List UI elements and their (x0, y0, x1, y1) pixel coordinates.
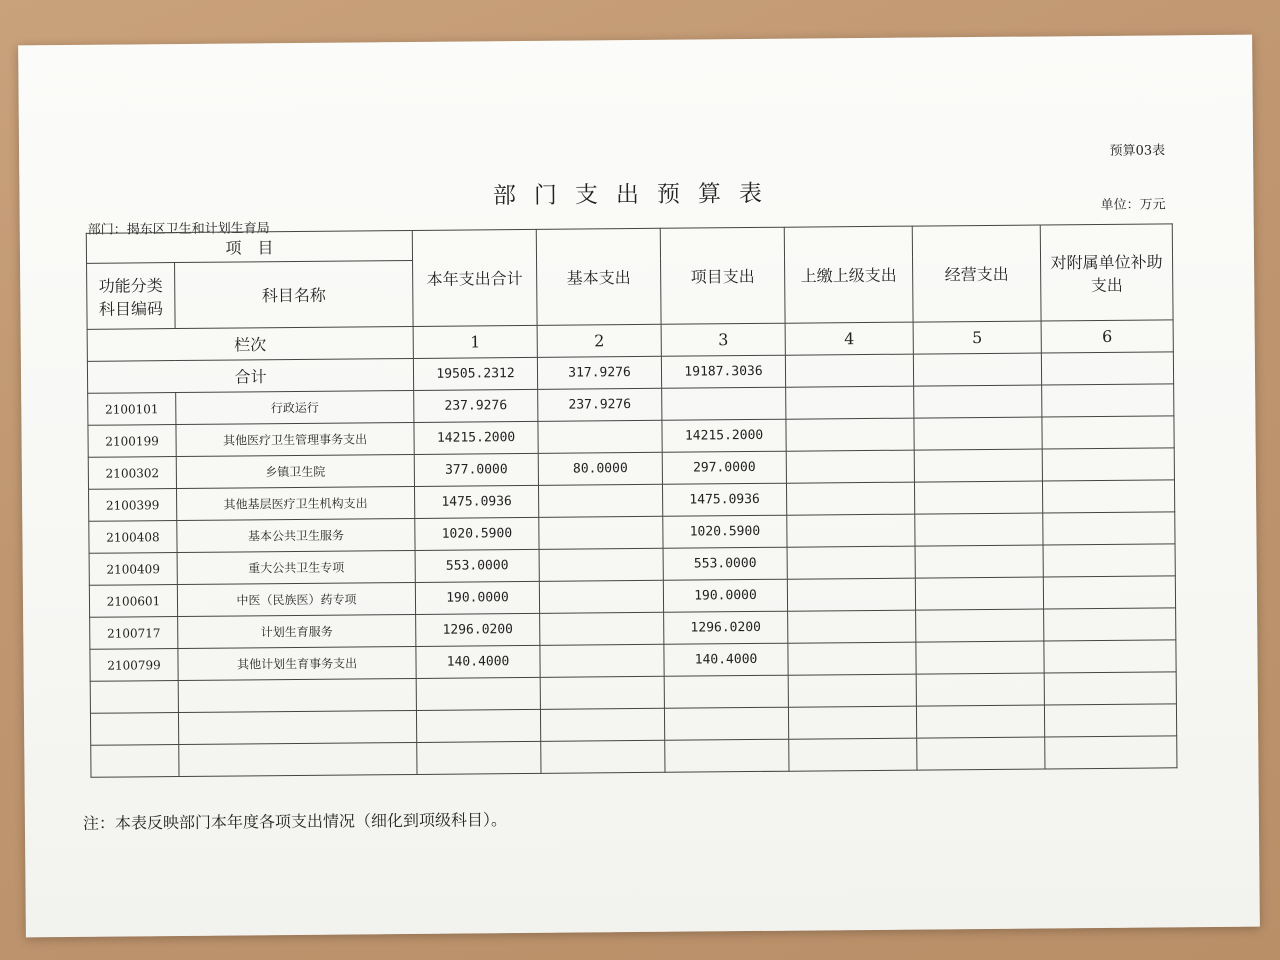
order-c5: 5 (913, 321, 1041, 354)
blank-cell (416, 709, 540, 742)
blank-cell (1044, 704, 1176, 737)
row-c3: 140.4000 (664, 643, 788, 676)
row-c3: 1475.0936 (663, 483, 787, 516)
row-c1: 237.9276 (414, 389, 538, 422)
row-code: 2100101 (88, 393, 176, 426)
row-c6 (1043, 512, 1175, 545)
row-code: 2100199 (88, 425, 176, 458)
header-col2: 基本支出 (536, 228, 661, 325)
blank-cell (917, 737, 1045, 770)
paper-sheet (18, 35, 1260, 938)
header-col3: 项目支出 (660, 227, 785, 324)
row-c6 (1042, 384, 1174, 417)
blank-cell (664, 675, 788, 708)
row-c4 (787, 578, 915, 611)
row-c2 (540, 644, 664, 677)
header-item: 项 目 (86, 230, 412, 263)
row-c6 (1043, 576, 1175, 609)
footnote: 注：本表反映部门本年度各项支出情况（细化到项级科目）。 (82, 810, 508, 833)
row-c6 (1043, 544, 1175, 577)
order-c1: 1 (413, 325, 537, 358)
row-c4 (788, 610, 916, 643)
header-subject-name: 科目名称 (175, 260, 414, 328)
blank-cell (540, 708, 664, 741)
row-c5 (915, 513, 1043, 546)
row-code: 2100409 (89, 553, 177, 586)
row-c2 (539, 580, 663, 613)
blank-cell (916, 673, 1044, 706)
row-subject-name: 其他医疗卫生管理事务支出 (176, 422, 414, 456)
row-c3 (662, 387, 786, 420)
blank-cell (788, 674, 916, 707)
blank-cell (541, 740, 665, 773)
row-code: 2100717 (90, 617, 178, 650)
row-c4 (786, 386, 914, 419)
header-col4: 上缴上级支出 (784, 226, 913, 323)
row-c1: 190.0000 (415, 581, 539, 614)
blank-cell (1044, 672, 1176, 705)
row-c2 (539, 516, 663, 549)
row-code: 2100601 (89, 585, 177, 618)
row-code: 2100399 (89, 489, 177, 522)
row-subject-name: 基本公共卫生服务 (177, 518, 415, 552)
row-c2: 80.0000 (538, 452, 662, 485)
blank-cell (178, 678, 416, 712)
total-c3: 19187.3036 (661, 355, 785, 388)
row-subject-name: 其他计划生育事务支出 (178, 646, 416, 680)
page-title: 部门支出预算表 (492, 180, 781, 210)
row-subject-name: 重大公共卫生专项 (177, 550, 415, 584)
row-subject-name: 乡镇卫生院 (176, 454, 414, 488)
row-c3: 1296.0200 (664, 611, 788, 644)
row-subject-name: 计划生育服务 (178, 614, 416, 648)
row-c4 (786, 418, 914, 451)
row-c1: 1296.0200 (416, 613, 540, 646)
total-label: 合计 (87, 358, 413, 393)
row-c5 (915, 577, 1043, 610)
unit-label: 单位：万元 (1100, 197, 1166, 213)
row-c4 (787, 514, 915, 547)
row-c6 (1042, 416, 1174, 449)
row-c5 (916, 609, 1044, 642)
row-c3: 1020.5900 (663, 515, 787, 548)
row-c2 (540, 612, 664, 645)
row-c6 (1044, 608, 1176, 641)
blank-cell (416, 677, 540, 710)
row-c1: 553.0000 (415, 549, 539, 582)
order-c4: 4 (785, 322, 913, 355)
blank-cell (417, 741, 541, 774)
row-c2 (539, 548, 663, 581)
order-c6: 6 (1041, 320, 1173, 353)
order-c2: 2 (537, 324, 661, 357)
blank-cell (1045, 736, 1177, 769)
row-c6 (1042, 480, 1174, 513)
budget-table (86, 223, 1178, 777)
blank-cell (540, 676, 664, 709)
blank-cell (788, 706, 916, 739)
row-c4 (786, 482, 914, 515)
row-code: 2100799 (90, 649, 178, 682)
blank-cell (178, 710, 416, 744)
total-c2: 317.9276 (537, 356, 661, 389)
row-c5 (916, 641, 1044, 674)
row-c3: 190.0000 (663, 579, 787, 612)
blank-cell (90, 713, 178, 746)
total-c5 (913, 353, 1041, 386)
row-c1: 14215.2000 (414, 421, 538, 454)
row-c1: 1475.0936 (415, 485, 539, 518)
row-c5 (914, 449, 1042, 482)
row-subject-name: 中医（民族医）药专项 (177, 582, 415, 616)
blank-cell (664, 707, 788, 740)
row-c3: 553.0000 (663, 547, 787, 580)
row-c3: 14215.2000 (662, 419, 786, 452)
row-c2: 237.9276 (538, 388, 662, 421)
total-c6 (1041, 352, 1173, 385)
row-c4 (788, 642, 916, 675)
row-c2 (539, 484, 663, 517)
row-c1: 1020.5900 (415, 517, 539, 550)
row-c5 (914, 385, 1042, 418)
blank-cell (91, 745, 179, 778)
blank-cell (90, 681, 178, 714)
row-c3: 297.0000 (662, 451, 786, 484)
order-c3: 3 (661, 323, 785, 356)
row-c5 (914, 417, 1042, 450)
row-code: 2100408 (89, 521, 177, 554)
row-c1: 377.0000 (414, 453, 538, 486)
row-c6 (1044, 640, 1176, 673)
form-number: 预算03表 (1109, 143, 1166, 159)
row-subject-name: 行政运行 (176, 390, 414, 424)
row-c6 (1042, 448, 1174, 481)
total-c1: 19505.2312 (413, 357, 537, 390)
row-c1: 140.4000 (416, 645, 540, 678)
header-col1: 本年支出合计 (412, 229, 537, 326)
blank-cell (665, 739, 789, 772)
blank-cell (179, 742, 417, 776)
row-subject-name: 其他基层医疗卫生机构支出 (177, 486, 415, 520)
row-c4 (786, 450, 914, 483)
total-c4 (785, 354, 913, 387)
header-col6: 对附属单位补助支出 (1040, 224, 1173, 321)
row-c5 (915, 545, 1043, 578)
header-col5: 经营支出 (912, 225, 1041, 322)
header-func-code: 功能分类科目编码 (87, 263, 176, 330)
row-code: 2100302 (88, 457, 176, 490)
row-c4 (787, 546, 915, 579)
department-label: 部门：揭东区卫生和计划生育局 (87, 221, 270, 238)
order-label: 栏次 (87, 326, 413, 361)
blank-cell (789, 738, 917, 771)
row-c5 (914, 481, 1042, 514)
blank-cell (916, 705, 1044, 738)
row-c2 (538, 420, 662, 453)
